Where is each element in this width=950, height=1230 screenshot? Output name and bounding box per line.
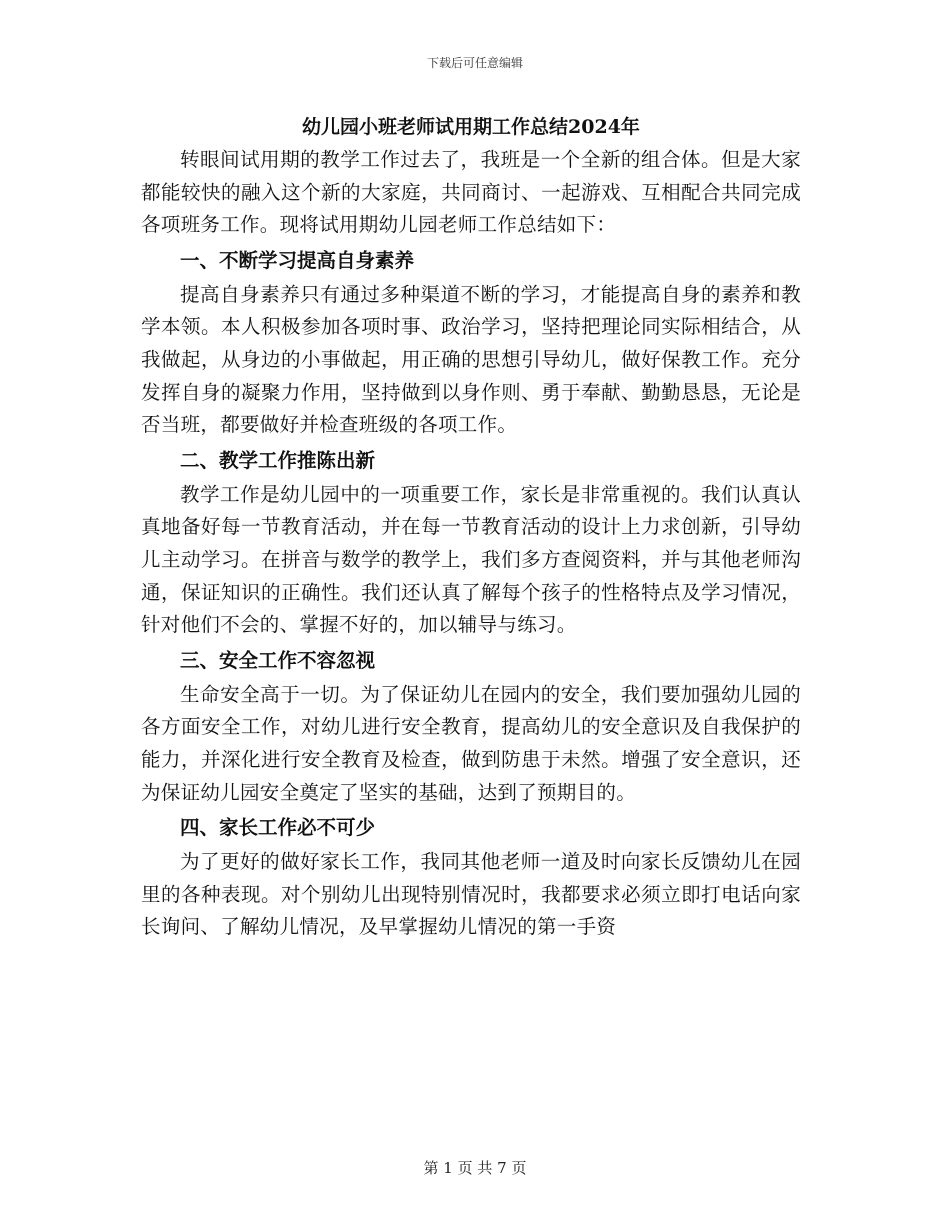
- section-body-2: 教学工作是幼儿园中的一项重要工作，家长是非常重视的。我们认真认真地备好每一节教育活动，并在每一节教育活动的设计上力求创新，引导幼儿主动学习。在拼音与数学的教学上，我们多方查阅资料，并与其他老师沟通，保证知识的正确性。我们还认真了解每个孩子的性格特点及学习情况，针对他们不会的、掌握不好的，加以辅导与练习。: [141, 482, 801, 637]
- page-number: 第 1 页 共 7 页: [423, 1159, 527, 1177]
- section-heading-1: 一、不断学习提高自身素养: [180, 248, 415, 272]
- section-body-3: 生命安全高于一切。为了保证幼儿在园内的安全，我们要加强幼儿园的各方面安全工作，对幼儿进行安全教育，提高幼儿的安全意识及自我保护的能力，并深化进行安全教育及检查，做到防患于未然。增强了安全意识，还为保证幼儿园安全奠定了坚实的基础，达到了预期目的。: [141, 682, 801, 804]
- section-heading-3: 三、安全工作不容忽视: [180, 648, 376, 672]
- section-heading-2: 二、教学工作推陈出新: [180, 448, 376, 472]
- section-heading-4: 四、家长工作必不可少: [180, 816, 376, 840]
- section-body-4: 为了更好的做好家长工作，我同其他老师一道及时向家长反馈幼儿在园里的各种表现。对个别幼儿出现特别情况时，我都要求必须立即打电话向家长询问、了解幼儿情况，及早掌握幼儿情况的第一手资: [141, 850, 801, 939]
- intro-paragraph: 转眼间试用期的教学工作过去了，我班是一个全新的组合体。但是大家都能较快的融入这个新的大家庭，共同商讨、一起游戏、互相配合共同完成各项班务工作。现将试用期幼儿园老师工作总结如下：: [141, 148, 801, 237]
- section-body-1: 提高自身素养只有通过多种渠道不断的学习，才能提高自身的素养和教学本领。本人积极参加各项时事、政治学习，坚持把理论同实际相结合，从我做起，从身边的小事做起，用正确的思想引导幼儿，做好保教工作。充分发挥自身的凝聚力作用，坚持做到以身作则、勇于奉献、勤勤恳恳，无论是否当班，都要做好并检查班级的各项工作。: [141, 282, 801, 437]
- document-title: 幼儿园小班老师试用期工作总结2024年: [302, 116, 640, 138]
- document-body: [141, 112, 801, 944]
- header-note: 下载后可任意编辑: [426, 56, 523, 70]
